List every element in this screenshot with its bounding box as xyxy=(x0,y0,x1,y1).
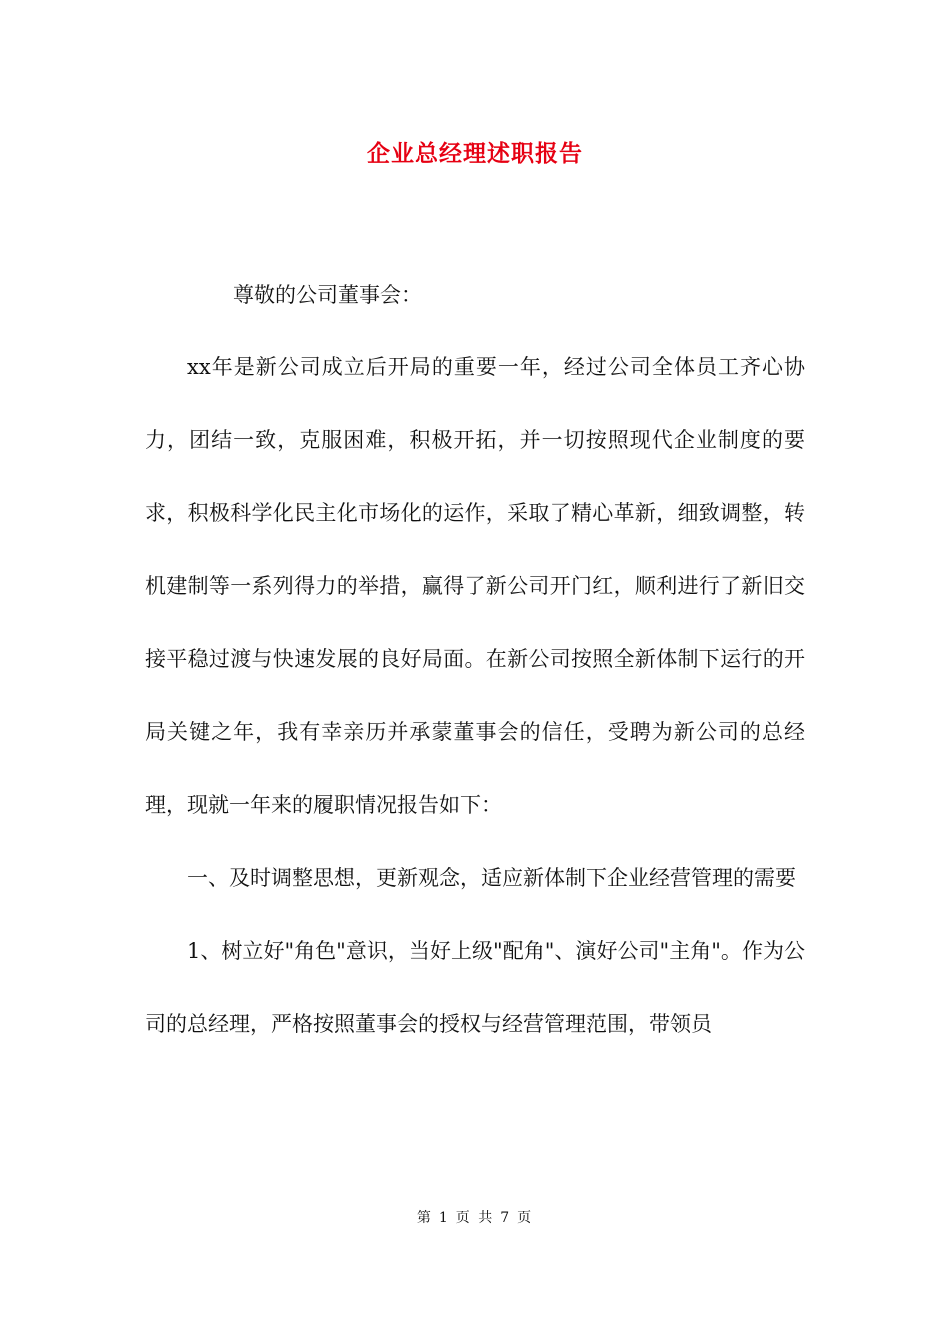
footer-total-pages: 7 xyxy=(500,1210,512,1226)
paragraph-intro: xx年是新公司成立后开局的重要一年，经过公司全体员工齐心协力，团结一致，克服困难，积极开拓，并一切按照现代企业制度的要求，积极科学化民主化市场化的运作，采取了精心革新，细致调整，转机建制等一系列得力的举措，赢得了新公司开门红，顺利进行了新旧交接平稳过渡与快速发展的良好局面。在新公司按照全新体制下运行的开局关键之年，我有幸亲历并承蒙董事会的信任，受聘为新公司的总经理，现就一年来的履职情况报告如下： xyxy=(145,355,805,817)
paragraph-item-1: 1、树立好"角色"意识，当好上级"配角"、演好公司"主角"。作为公司的总经理，严格按照董事会的授权与经营管理范围，带领员 xyxy=(145,939,805,1036)
footer-prefix: 第 xyxy=(416,1210,433,1226)
footer-suffix: 页 xyxy=(517,1210,534,1226)
page-title: 企业总经理述职报告 xyxy=(367,140,583,167)
footer-current-page: 1 xyxy=(438,1210,450,1226)
footer-middle: 页 共 xyxy=(455,1210,495,1226)
page-footer xyxy=(0,1206,950,1230)
greeting-line: 尊敬的公司董事会： xyxy=(233,283,422,307)
body-text xyxy=(145,349,805,1079)
section-heading-1: 一、及时调整思想，更新观念，适应新体制下企业经营管理的需要 xyxy=(187,866,796,890)
